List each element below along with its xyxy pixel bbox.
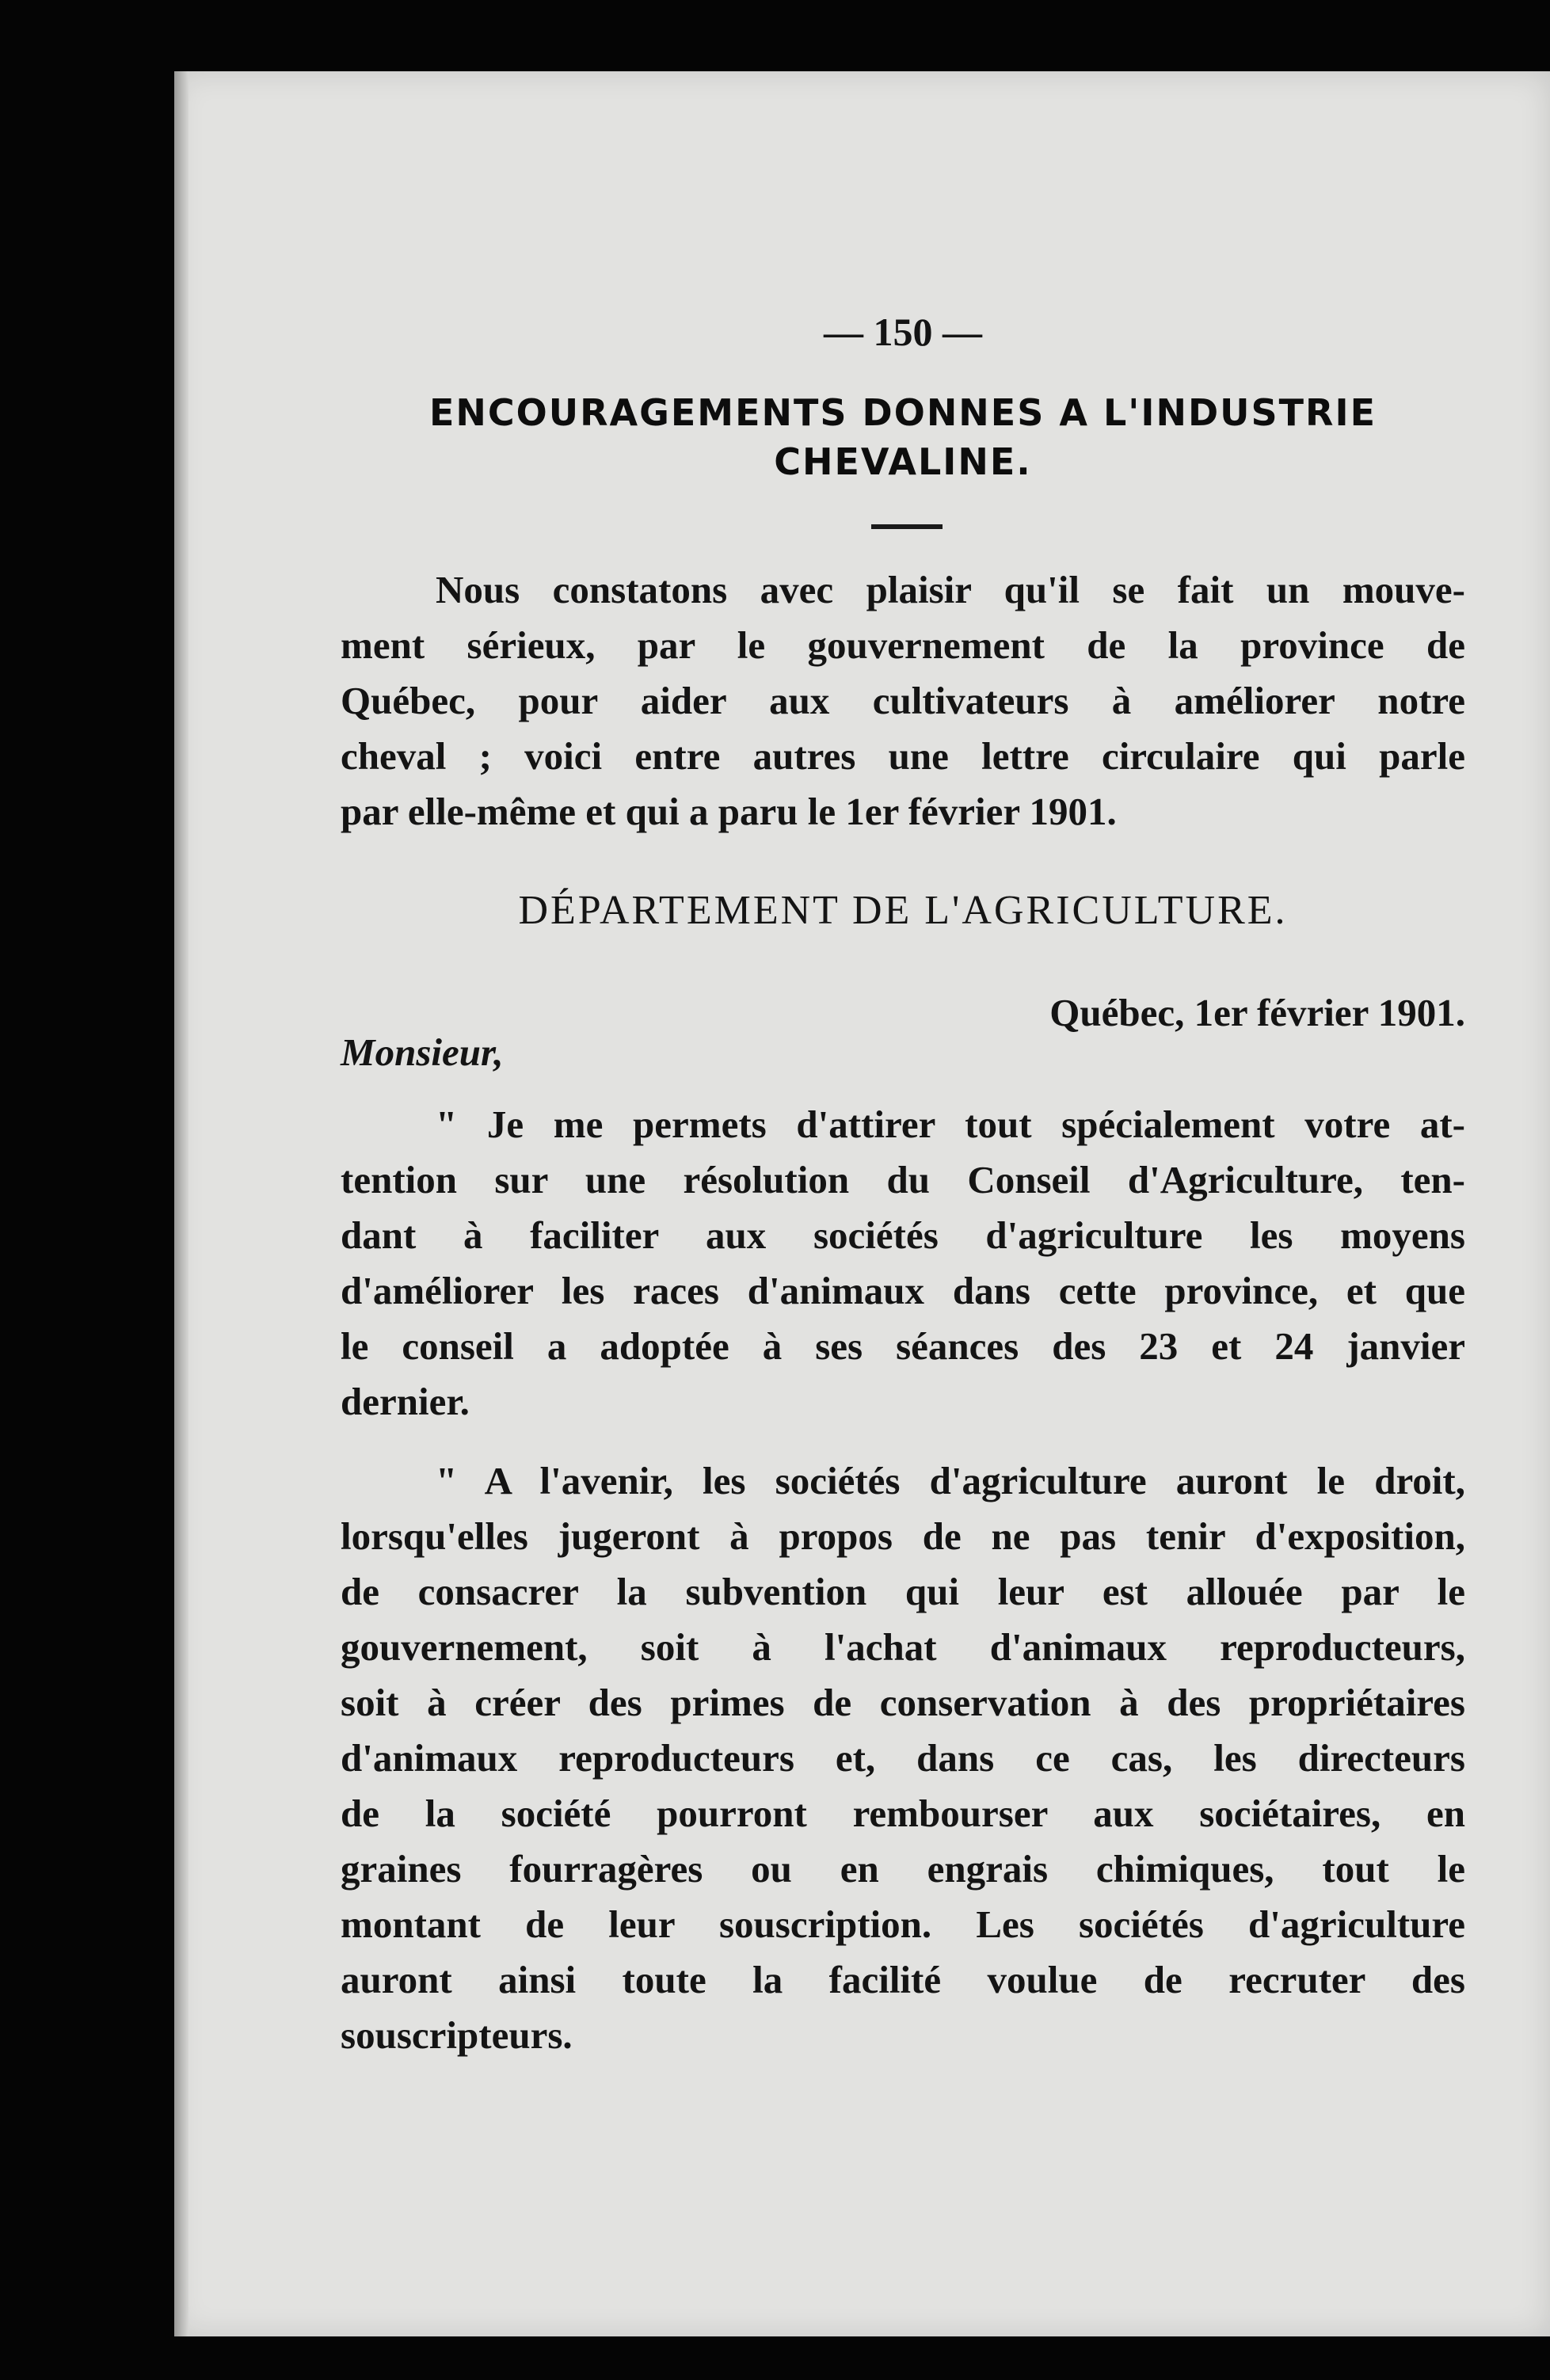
- text-line: de consacrer la subvention qui leur est allouée par le: [341, 1570, 1465, 1613]
- text-line: gouvernement, soit à l'achat d'animaux reproducteurs,: [341, 1625, 1465, 1669]
- text-line: d'animaux reproducteurs et, dans ce cas, les directeurs: [341, 1736, 1465, 1780]
- text-line: montant de leur souscription. Les sociétés d'agriculture: [341, 1902, 1465, 1946]
- text-line: cheval ; voici entre autres une lettre circulaire qui parle: [341, 734, 1465, 778]
- text-line: ment sérieux, par le gouvernement de la province de: [341, 623, 1465, 667]
- section-heading: [341, 388, 1465, 486]
- text-line: d'améliorer les races d'animaux dans cette province, et que: [341, 1269, 1465, 1312]
- text-line: " A l'avenir, les sociétés d'agriculture auront le droit,: [436, 1459, 1465, 1502]
- heading-line: ENCOURAGEMENTS DONNES A L'INDUSTRIE: [428, 391, 1377, 434]
- text-line: dernier.: [341, 1380, 470, 1423]
- letter-paragraph-2: [341, 1453, 1465, 2063]
- text-line: " Je me permets d'attirer tout spécialement votre at-: [436, 1102, 1465, 1146]
- text-line: par elle-même et qui a paru le 1er février 1901.: [341, 790, 1117, 833]
- text-line: lorsqu'elles jugeront à propos de ne pas tenir d'exposition,: [341, 1514, 1465, 1558]
- letter-paragraph-1: [341, 1097, 1465, 1430]
- intro-paragraph: [341, 562, 1465, 840]
- text-line: Québec, pour aider aux cultivateurs à améliorer notre: [341, 679, 1465, 722]
- page-edge: [174, 71, 189, 2336]
- text-line: le conseil a adoptée à ses séances des 23 et 24 janvier: [341, 1324, 1465, 1368]
- page-number: — 150 —: [824, 310, 982, 354]
- text-line: tention sur une résolution du Conseil d'Agriculture, ten-: [341, 1158, 1465, 1201]
- text-line: soit à créer des primes de conservation à des propriétaires: [341, 1681, 1465, 1724]
- text-line: auront ainsi toute la facilité voulue de recruter des: [341, 1958, 1465, 2001]
- heading-rule: [871, 524, 943, 529]
- text-line: souscripteurs.: [341, 2013, 573, 2057]
- department-title: DÉPARTEMENT DE L'AGRICULTURE.: [518, 888, 1288, 933]
- document-page: [174, 71, 1550, 2336]
- heading-line: CHEVALINE.: [774, 440, 1032, 483]
- text-line: Nous constatons avec plaisir qu'il se fait un mouve-: [436, 568, 1465, 611]
- text-line: de la société pourront rembourser aux sociétaires, en: [341, 1792, 1465, 1835]
- dateline: Québec, 1er février 1901.: [1049, 991, 1465, 1034]
- text-line: dant à faciliter aux sociétés d'agriculture les moyens: [341, 1213, 1465, 1257]
- text-line: graines fourragères ou en engrais chimiques, tout le: [341, 1847, 1465, 1891]
- salutation: Monsieur,: [341, 1030, 504, 1074]
